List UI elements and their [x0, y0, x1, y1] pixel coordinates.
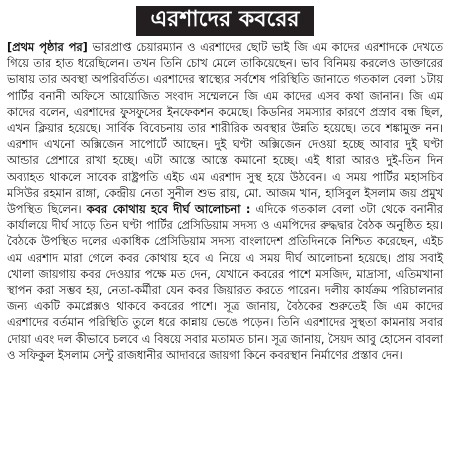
headline: এরশাদের কবরের — [136, 6, 313, 36]
paragraph-2-text: এদিকে গতকাল বেলা ৩টা থেকে বনানীর কার্যালয়ে দীর্ঘ সাড়ে তিন ঘণ্টা পার্টির প্রেসিডিয়াম সদস্য ও এমপিদের রুদ্ধদ্বার বৈঠক অনুষ্ঠিত হয়। বৈঠকে উপস্থিত দলের একাধিক প্রেসিডিয়াম সদস্য বাংলাদেশ প্রতিদিনকে নিশ্চিত করেছেন, এইচ এম এরশাদ মারা গেলে কবর কোথায় হবে এ নিয়ে এ সময় দীর্ঘ আলোচনা হয়েছে। প্রায় সবাই খোলা জায়গায় কবর দেওয়ার পক্ষে মত দেন, যেখানে কবরের পাশে মসজিদ, মাদ্রাসা, এতিমখানা স্থাপন করা সম্ভব হয়, নেতা-কর্মীরা যেন কবর জিয়ারত করতে পারেন। দলীয় কার্যক্রম পরিচালনার জন্য একটি কমপ্লেক্সও থাকবে কবরের পাশে। সূত্র জানায়, বৈঠকের শুরুতেই জি এম কাদের এরশাদের বর্তমান পরিস্থিতি তুলে ধরে কান্নায় ভেঙে পড়েন। তিনি এরশাদের সুস্থতা কামনায় সবার দোয়া এবং দল কীভাবে চলবে এ বিষয়ে সবার মতামত চান। সূত্র জানায়, সৈয়দ আবু হোসেন বাবলা ও সফিকুল ইসলাম সেন্টু রাজধানীর আদাবরে জায়গা কিনে কবরস্থান নির্মাণের প্রস্তাব দেন। — [7, 203, 443, 362]
paragraph-1-text: ভারপ্রাপ্ত চেয়ারম্যান ও এরশাদের ছোট ভাই জি এম কাদের এরশাদকে দেখতে গিয়ে তার হাত ধরেছিলেন। তখন তিনি চোখ মেলে তাকিয়েছেন। ভাব বিনিময় করলেও ডাক্তারের ভাষায় তার অবস্থা অপরিবর্তিত। এরশাদের স্বাস্থ্যের সর্বশেষ পরিস্থিতি জানাতে গতকাল বেলা ১টায় পার্টির বনানী অফিসে আয়োজিত সংবাদ সম্মেলনে জি এম কাদের এসব কথা জানান। জি এম কাদের বলেন, এরশাদের ফুসফুসের ইনফেকশন কমেছে। কিডনির সমস্যার কারণে প্রস্রাব বন্ধ ছিল, এখন ক্লিয়ার হয়েছে। সার্বিক বিবেচনায় তার শারীরিক অবস্থার উন্নতি হয়েছে। তবে শঙ্কামুক্ত নন। এরশাদ এখনো অক্সিজেন সাপোর্টে আছেন। দুই ঘণ্টা অক্সিজেন দেওয়া হচ্ছে আবার দুই ঘণ্টা আন্ডার প্রেশারে রাখা হচ্ছে। এটা আস্তে আস্তে কমানো হচ্ছে। এই ধারা আরও দুই-তিন দিন অব্যাহত থাকলে সাবেক রাষ্ট্রপতি এইচ এম এরশাদ সুস্থ হয়ে উঠবেন। এ সময় পার্টির মহাসচিব মসিউর রহমান রাঙ্গা, কেন্দ্রীয় নেতা সুনীল শুভ রায়, মো. আজম খান, হাসিবুল ইসলাম জয় প্রমুখ উপস্থিত ছিলেন। — [7, 41, 444, 217]
article-body — [7, 40, 443, 364]
headline-box — [0, 6, 450, 36]
subheading: কবর কোথায় হবে দীর্ঘ আলোচনা : — [86, 203, 251, 217]
continued-from-front-page-label: [প্রথম পৃষ্ঠার পর] — [7, 41, 88, 54]
paragraph-1 — [7, 40, 443, 364]
